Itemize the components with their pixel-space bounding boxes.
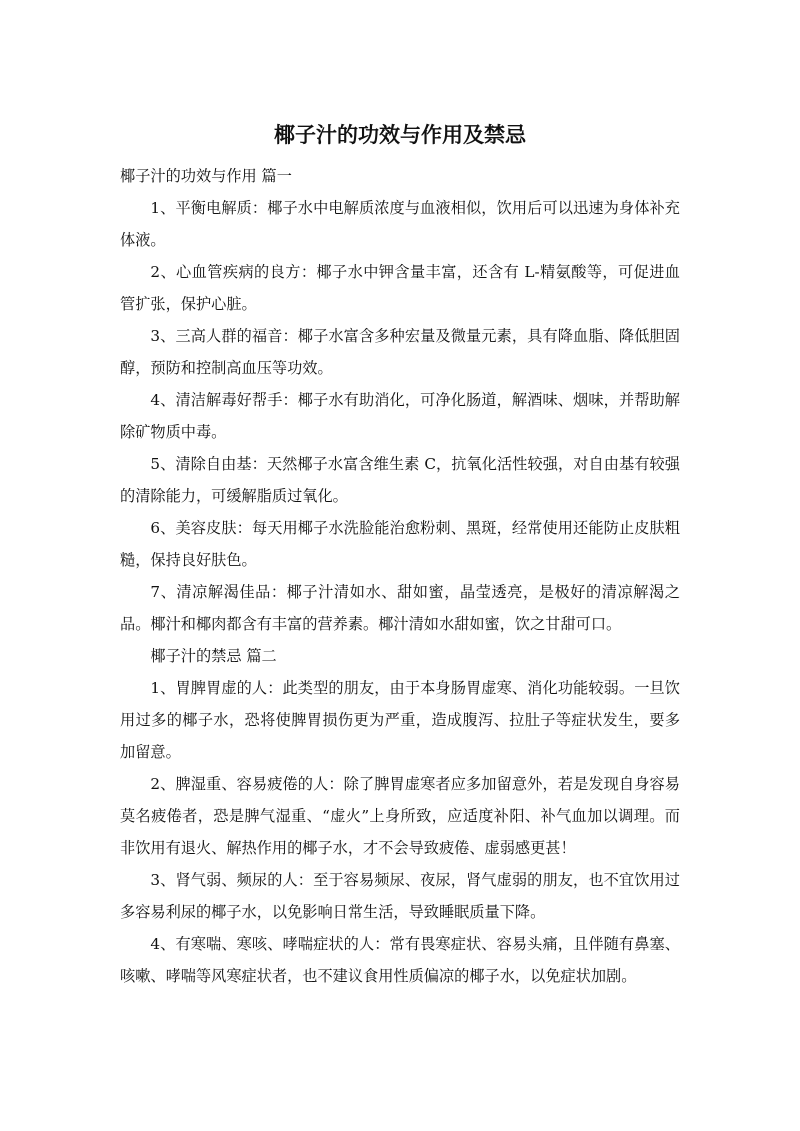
paragraph: 1、胃脾胃虚的人：此类型的朋友，由于本身肠胃虚寒、消化功能较弱。一旦饮用过多的椰子水，恐将使脾胃损伤更为严重，造成腹泻、拉肚子等症状发生，要多加留意。: [120, 679, 680, 761]
paragraph: 7、清凉解渴佳品：椰子汁清如水、甜如蜜，晶莹透亮，是极好的清凉解渴之品。椰汁和椰肉都含有丰富的营养素。椰汁清如水甜如蜜，饮之甘甜可口。: [120, 583, 680, 633]
section-heading: 椰子汁的禁忌 篇二: [150, 647, 277, 665]
section-efficacy: [120, 160, 680, 640]
paragraph: 3、三高人群的福音：椰子水富含多种宏量及微量元素，具有降血脂、降低胆固醇，预防和控制高血压等功效。: [120, 327, 680, 377]
section-contraindications: [120, 640, 680, 992]
document-body: [120, 160, 680, 992]
paragraph: 2、心血管疾病的良方：椰子水中钾含量丰富，还含有 L-精氨酸等，可促进血管扩张，保护心脏。: [120, 263, 680, 313]
paragraph: 1、平衡电解质：椰子水中电解质浓度与血液相似，饮用后可以迅速为身体补充体液。: [120, 199, 680, 249]
paragraph: 4、有寒喘、寒咳、哮喘症状的人：常有畏寒症状、容易头痛，且伴随有鼻塞、咳嗽、哮喘等风寒症状者，也不建议食用性质偏凉的椰子水，以免症状加剧。: [120, 935, 680, 985]
paragraph: 3、肾气弱、频尿的人：至于容易频尿、夜尿，肾气虚弱的朋友，也不宜饮用过多容易利尿的椰子水，以免影响日常生活，导致睡眠质量下降。: [120, 871, 680, 921]
document-title: 椰子汁的功效与作用及禁忌: [274, 123, 526, 147]
paragraph: 6、美容皮肤：每天用椰子水洗脸能治愈粉刺、黑斑，经常使用还能防止皮肤粗糙，保持良好肤色。: [120, 519, 680, 569]
paragraph: 4、清洁解毒好帮手：椰子水有助消化，可净化肠道，解酒味、烟味，并帮助解除矿物质中毒。: [120, 391, 680, 441]
paragraph: 2、脾湿重、容易疲倦的人：除了脾胃虚寒者应多加留意外，若是发现自身容易莫名疲倦者，恐是脾气湿重、“虚火”上身所致，应适度补阳、补气血加以调理。而非饮用有退火、解热作用的椰子水，才不会导致疲倦、虚弱感更甚！: [120, 775, 680, 857]
section-heading: 椰子汁的功效与作用 篇一: [120, 167, 292, 185]
paragraph: 5、清除自由基：天然椰子水富含维生素 C，抗氧化活性较强，对自由基有较强的清除能力，可缓解脂质过氧化。: [120, 455, 680, 505]
